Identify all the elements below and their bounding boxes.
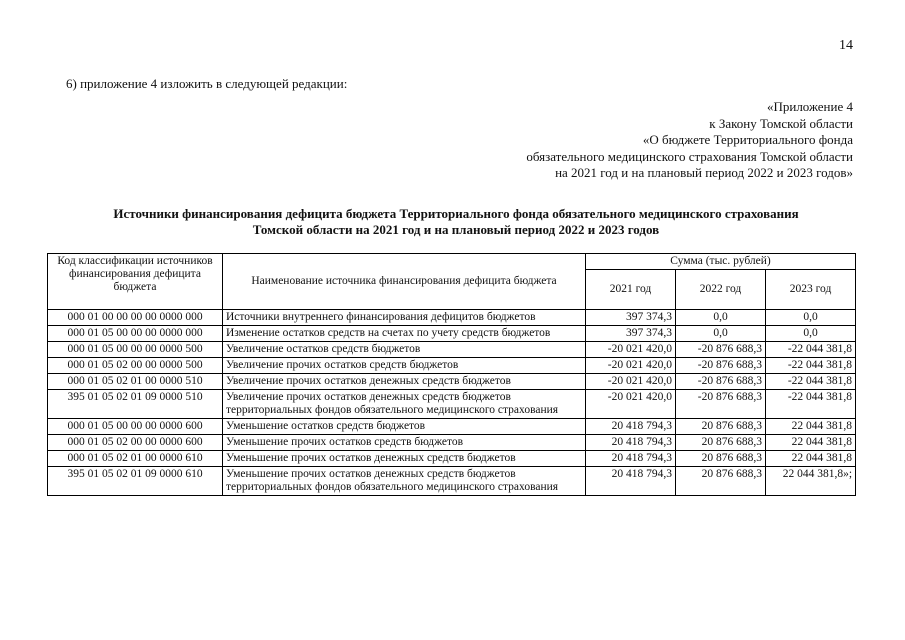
row-value-2023: 0,0 <box>766 310 856 326</box>
row-code: 000 01 05 02 00 00 0000 500 <box>48 358 223 374</box>
row-value-2021: 397 374,3 <box>586 326 676 342</box>
header-name: Наименование источника финансирования дефицита бюджета <box>223 254 586 310</box>
row-value-2021: 20 418 794,3 <box>586 435 676 451</box>
row-value-2022: -20 876 688,3 <box>676 342 766 358</box>
header-sum: Сумма (тыс. рублей) <box>586 254 856 270</box>
appendix-line: на 2021 год и на плановый период 2022 и 2023 годов» <box>555 165 853 181</box>
row-value-2022: -20 876 688,3 <box>676 374 766 390</box>
row-code: 395 01 05 02 01 09 0000 510 <box>48 390 223 419</box>
row-value-2021: 20 418 794,3 <box>586 467 676 496</box>
row-name: Уменьшение остатков средств бюджетов <box>223 419 586 435</box>
row-name: Уменьшение прочих остатков денежных средств бюджетов территориальных фондов обязательного медицинского страхования <box>223 467 586 496</box>
table-row <box>48 374 856 390</box>
row-name: Источники внутреннего финансирования дефицитов бюджетов <box>223 310 586 326</box>
row-value-2023: -22 044 381,8 <box>766 374 856 390</box>
appendix-reference <box>526 99 853 182</box>
appendix-line: к Закону Томской области <box>709 115 853 131</box>
row-value-2023: -22 044 381,8 <box>766 358 856 374</box>
row-name: Уменьшение прочих остатков денежных средств бюджетов <box>223 451 586 467</box>
header-year-2023: 2023 год <box>766 270 856 310</box>
row-value-2022: 0,0 <box>676 310 766 326</box>
row-name: Увеличение остатков средств бюджетов <box>223 342 586 358</box>
row-value-2022: -20 876 688,3 <box>676 358 766 374</box>
row-value-2023: 22 044 381,8 <box>766 419 856 435</box>
table-row <box>48 435 856 451</box>
row-name: Уменьшение прочих остатков средств бюджетов <box>223 435 586 451</box>
row-value-2021: 20 418 794,3 <box>586 419 676 435</box>
row-code: 000 01 05 00 00 00 0000 600 <box>48 419 223 435</box>
row-name: Увеличение прочих остатков денежных средств бюджетов территориальных фондов обязательного медицинского страхования <box>223 390 586 419</box>
row-value-2021: -20 021 420,0 <box>586 374 676 390</box>
table-row <box>48 342 856 358</box>
row-code: 000 01 05 02 01 00 0000 510 <box>48 374 223 390</box>
row-value-2023: 22 044 381,8 <box>766 435 856 451</box>
row-value-2023: -22 044 381,8 <box>766 390 856 419</box>
row-value-2021: -20 021 420,0 <box>586 342 676 358</box>
page-number: 14 <box>839 38 853 53</box>
document-title <box>40 206 872 237</box>
row-value-2021: -20 021 420,0 <box>586 390 676 419</box>
row-name: Увеличение прочих остатков денежных средств бюджетов <box>223 374 586 390</box>
row-value-2021: -20 021 420,0 <box>586 358 676 374</box>
row-code: 000 01 00 00 00 00 0000 000 <box>48 310 223 326</box>
table-row <box>48 467 856 496</box>
table-row <box>48 451 856 467</box>
intro-text: 6) приложение 4 изложить в следующей редакции: <box>66 76 348 91</box>
row-value-2022: -20 876 688,3 <box>676 390 766 419</box>
table-row <box>48 326 856 342</box>
row-value-2023: 0,0 <box>766 326 856 342</box>
table-row <box>48 419 856 435</box>
row-value-2021: 397 374,3 <box>586 310 676 326</box>
row-value-2022: 20 876 688,3 <box>676 467 766 496</box>
header-year-2022: 2022 год <box>676 270 766 310</box>
table-row <box>48 390 856 419</box>
row-code: 000 01 05 02 00 00 0000 600 <box>48 435 223 451</box>
row-code: 000 01 05 00 00 00 0000 000 <box>48 326 223 342</box>
financing-sources-table <box>47 253 856 496</box>
row-value-2023: 22 044 381,8»; <box>766 467 856 496</box>
row-value-2021: 20 418 794,3 <box>586 451 676 467</box>
table-row <box>48 358 856 374</box>
header-year-2021: 2021 год <box>586 270 676 310</box>
row-value-2022: 20 876 688,3 <box>676 419 766 435</box>
title-line: Источники финансирования дефицита бюджета Территориального фонда обязательного медицинского страхования <box>113 206 799 221</box>
row-code: 000 01 05 00 00 00 0000 500 <box>48 342 223 358</box>
row-value-2022: 20 876 688,3 <box>676 451 766 467</box>
appendix-line: обязательного медицинского страхования Томской области <box>526 148 853 164</box>
row-value-2022: 0,0 <box>676 326 766 342</box>
table-row <box>48 310 856 326</box>
row-value-2023: -22 044 381,8 <box>766 342 856 358</box>
row-code: 000 01 05 02 01 00 0000 610 <box>48 451 223 467</box>
title-line: Томской области на 2021 год и на плановый период 2022 и 2023 годов <box>252 221 660 237</box>
row-name: Увеличение прочих остатков средств бюджетов <box>223 358 586 374</box>
row-code: 395 01 05 02 01 09 0000 610 <box>48 467 223 496</box>
appendix-line: «Приложение 4 <box>766 99 853 114</box>
row-value-2023: 22 044 381,8 <box>766 451 856 467</box>
appendix-line: «О бюджете Территориального фонда <box>642 132 853 148</box>
header-code: Код классификации источников финансирования дефицита бюджета <box>48 254 223 310</box>
row-value-2022: 20 876 688,3 <box>676 435 766 451</box>
row-name: Изменение остатков средств на счетах по учету средств бюджетов <box>223 326 586 342</box>
